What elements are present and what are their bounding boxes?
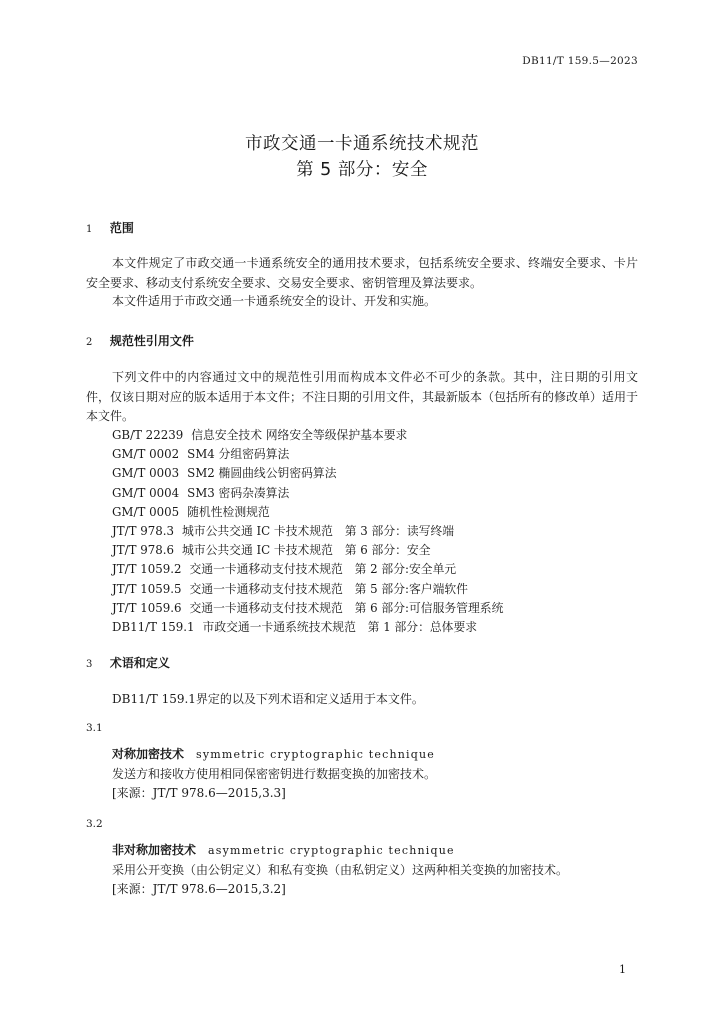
reference-code: JT/T 978.6 xyxy=(112,543,174,558)
reference-item xyxy=(112,522,503,541)
reference-title: 城市公共交通 IC 卡技术规范 第 6 部分：安全 xyxy=(181,543,431,558)
reference-title: SM2 椭圆曲线公钥密码算法 xyxy=(187,466,337,481)
reference-title: SM3 密码杂凑算法 xyxy=(187,485,290,500)
title-block xyxy=(0,131,724,183)
reference-title: 市政交通一卡通系统技术规范 第 1 部分：总体要求 xyxy=(202,620,478,635)
term-heading xyxy=(112,745,436,765)
reference-code: JT/T 1059.6 xyxy=(112,600,182,615)
term-source: [来源：JT/T 978.6—2015,3.2] xyxy=(112,882,286,896)
reference-code: JT/T 978.3 xyxy=(112,524,174,539)
page-number: 1 xyxy=(619,963,626,976)
term-number: 3.1 xyxy=(86,722,103,734)
reference-title: 交通一卡通移动支付技术规范 第 2 部分:安全单元 xyxy=(189,562,457,577)
term-entry xyxy=(112,745,436,804)
section-1-number: 1 xyxy=(86,224,93,235)
reference-code: DB11/T 159.1 xyxy=(112,620,195,635)
reference-item xyxy=(112,445,503,464)
reference-item xyxy=(112,599,503,618)
term-chinese: 非对称加密技术 xyxy=(112,843,197,857)
reference-item xyxy=(112,618,503,637)
section-3-heading xyxy=(86,654,170,671)
reference-item xyxy=(112,484,503,503)
reference-title: SM4 分组密码算法 xyxy=(187,447,290,462)
reference-title: 城市公共交通 IC 卡技术规范 第 3 部分：读写终端 xyxy=(181,524,455,539)
term-english: symmetric cryptographic technique xyxy=(196,748,435,761)
section-3-paragraph-1: DB11/T 159.1界定的以及下列术语和定义适用于本文件。 xyxy=(112,692,424,706)
document-code: DB11/T 159.5—2023 xyxy=(522,55,638,67)
section-3-number: 3 xyxy=(86,659,93,670)
reference-code: JT/T 1059.2 xyxy=(112,562,182,577)
term-english: asymmetric cryptographic technique xyxy=(208,844,455,857)
section-2-paragraph-1: 下列文件中的内容通过文中的规范性引用而构成本文件必不可少的条款。其中，注日期的引用文件，仅该日期对应的版本适用于本文件；不注日期的引用文件，其最新版本（包括所有的修改单）适用于本文件。 xyxy=(86,370,639,423)
document-subtitle: 第 5 部分：安全 xyxy=(296,160,428,180)
term-source: [来源：JT/T 978.6—2015,3.3] xyxy=(112,786,286,800)
reference-title: 随机性检测规范 xyxy=(187,504,270,519)
reference-item xyxy=(112,560,503,579)
reference-code: GM/T 0004 xyxy=(112,485,180,500)
section-1-label: 范围 xyxy=(109,221,134,235)
section-3-label: 术语和定义 xyxy=(109,656,170,670)
reference-item xyxy=(112,503,503,522)
section-1-heading xyxy=(86,219,134,236)
reference-item xyxy=(112,426,503,445)
reference-code: JT/T 1059.5 xyxy=(112,581,182,596)
section-2-label: 规范性引用文件 xyxy=(109,334,194,348)
section-1-paragraph-1: 本文件规定了市政交通一卡通系统安全的通用技术要求，包括系统安全要求、终端安全要求、卡片安全要求、移动支付系统安全要求、交易安全要求、密钥管理及算法要求。 xyxy=(86,256,638,290)
reference-code: GM/T 0002 xyxy=(112,447,180,462)
section-1-paragraph-2: 本文件适用于市政交通一卡通系统安全的设计、开发和实施。 xyxy=(112,294,437,308)
term-chinese: 对称加密技术 xyxy=(112,747,185,761)
term-number: 3.2 xyxy=(86,818,103,830)
term-definition: 采用公开变换（由公钥定义）和私有变换（由私钥定义）这两种相关变换的加密技术。 xyxy=(112,862,569,877)
document-title: 市政交通一卡通系统技术规范 xyxy=(245,134,479,154)
reference-title: 信息安全技术 网络安全等级保护基本要求 xyxy=(191,428,408,442)
reference-code: GM/T 0003 xyxy=(112,466,180,481)
term-definition: 发送方和接收方使用相同保密密钥进行数据变换的加密技术。 xyxy=(112,766,437,781)
reference-title: 交通一卡通移动支付技术规范 第 5 部分:客户端软件 xyxy=(189,581,468,596)
section-2-heading xyxy=(86,332,194,349)
section-2-number: 2 xyxy=(86,337,93,348)
reference-item xyxy=(112,541,503,560)
reference-code: GB/T 22239 xyxy=(112,428,184,442)
reference-title: 交通一卡通移动支付技术规范 第 6 部分:可信服务管理系统 xyxy=(189,600,504,615)
term-entry xyxy=(112,841,568,900)
term-heading xyxy=(112,841,568,861)
reference-item xyxy=(112,464,503,483)
reference-code: GM/T 0005 xyxy=(112,504,180,519)
normative-reference-list xyxy=(112,426,503,637)
reference-item xyxy=(112,580,503,599)
